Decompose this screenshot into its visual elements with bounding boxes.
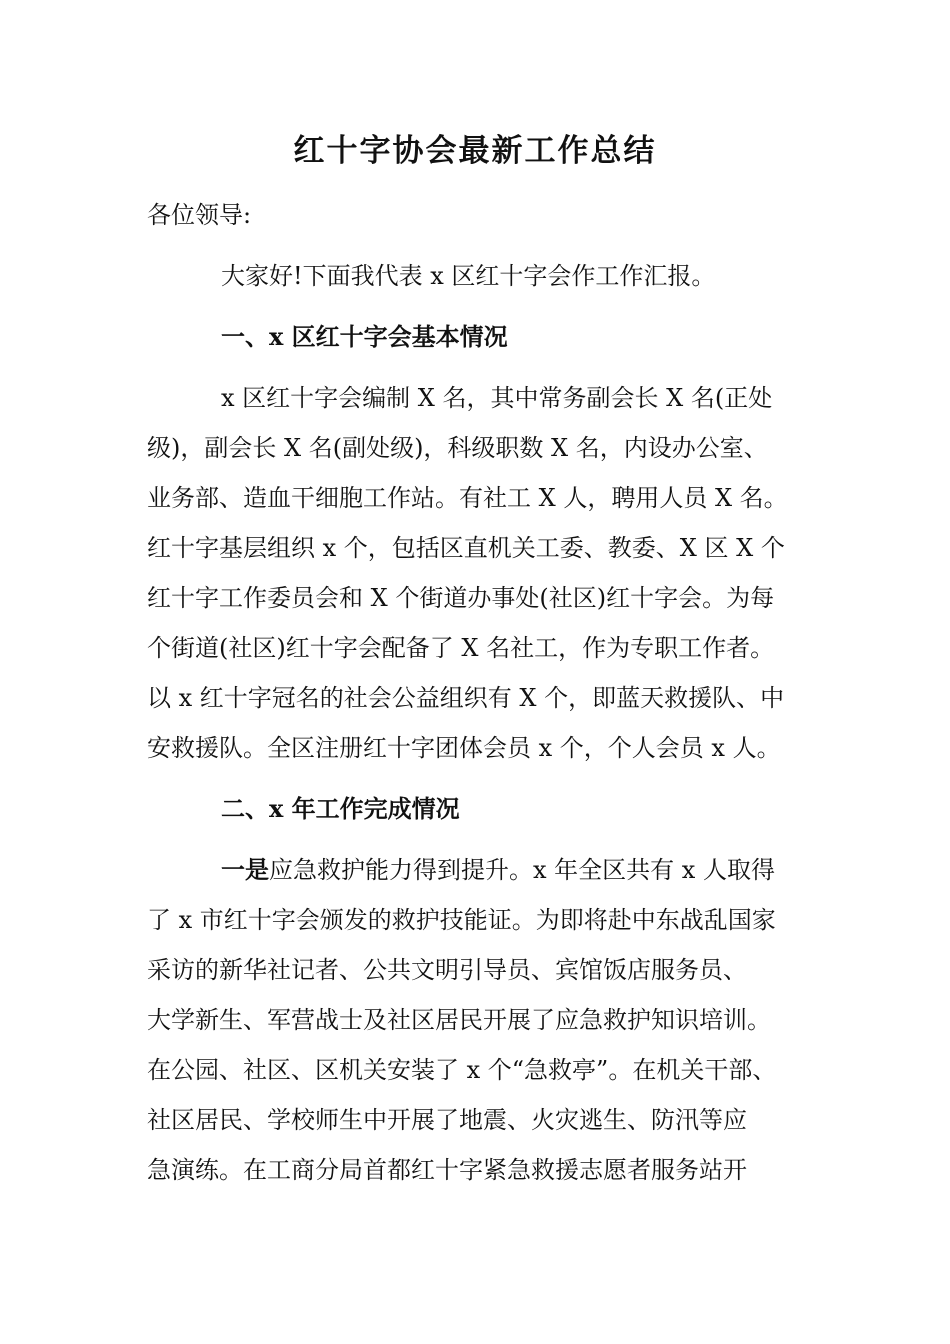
paragraph-line: 了 x 市红十字会颁发的救护技能证。为即将赴中东战乱国家 — [147, 906, 776, 934]
section-heading-basic-info: 一、x 区红十字会基本情况 — [221, 322, 508, 351]
paragraph-line: 个街道(社区)红十字会配备了 X 名社工，作为专职工作者。 — [147, 634, 775, 662]
salutation: 各位领导: — [147, 201, 252, 229]
paragraph-line: 在公园、社区、区机关安装了 x 个“急救亭”。在机关干部、 — [147, 1056, 777, 1084]
paragraph-line: 社区居民、学校师生中开展了地震、火灾逃生、防汛等应 — [147, 1106, 747, 1134]
paragraph-line: 以 x 红十字冠名的社会公益组织有 X 个，即蓝天救援队、中 — [147, 684, 785, 712]
document-title: 红十字协会最新工作总结 — [293, 133, 657, 169]
paragraph-line: 级)，副会长 X 名(副处级)，科级职数 X 名，内设办公室、 — [147, 434, 768, 462]
paragraph-line: x 区红十字会编制 X 名，其中常务副会长 X 名(正处 — [221, 384, 773, 412]
lead-label: 一是 — [221, 855, 269, 884]
paragraph-line: 采访的新华社记者、公共文明引导员、宾馆饭店服务员、 — [147, 956, 747, 984]
paragraph-line — [221, 850, 775, 890]
lead-text: 应急救护能力得到提升。x 年全区共有 x 人取得 — [269, 856, 775, 884]
paragraph-line: 大学新生、军营战士及社区居民开展了应急救护知识培训。 — [147, 1006, 771, 1034]
paragraph-line: 业务部、造血干细胞工作站。有社工 X 人，聘用人员 X 名。 — [147, 484, 788, 512]
paragraph-line: 红十字工作委员会和 X 个街道办事处(社区)红十字会。为每 — [147, 584, 775, 612]
paragraph-line: 急演练。在工商分局首都红十字紧急救援志愿者服务站开 — [147, 1156, 747, 1184]
section-heading-work-completion: 二、x 年工作完成情况 — [221, 794, 460, 823]
paragraph-line: 安救援队。全区注册红十字团体会员 x 个，个人会员 x 人。 — [147, 734, 781, 762]
paragraph-line: 红十字基层组织 x 个，包括区直机关工委、教委、X 区 X 个 — [147, 534, 785, 562]
greeting: 大家好!下面我代表 x 区红十字会作工作汇报。 — [221, 262, 716, 290]
